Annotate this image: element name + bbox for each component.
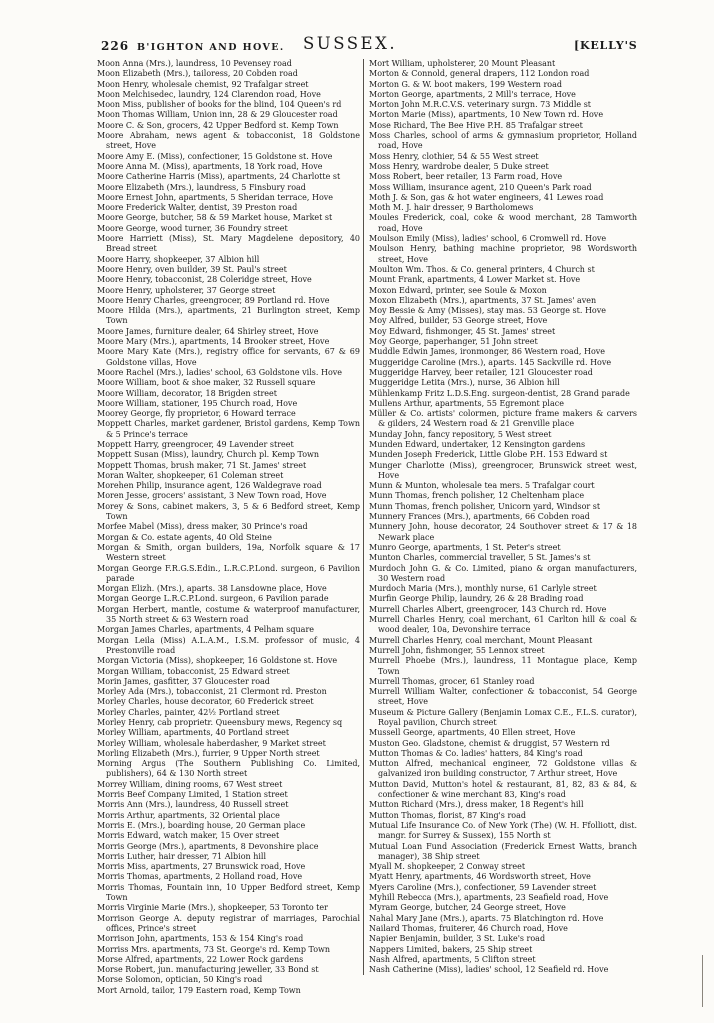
directory-entry: Mutton Thomas, florist, 87 King's road xyxy=(369,810,526,820)
directory-entry: Morton Marie (Miss), apartments, 10 New Town rd. Hove xyxy=(369,110,604,120)
directory-entry: Morey & Sons, cabinet makers, 3, 5 & 6 Bedford street, Kemp Town xyxy=(97,501,360,522)
directory-entry: Mullens Arthur, apartments, 55 Egremont place xyxy=(369,398,564,408)
directory-entry: Moulson Henry, bathing machine proprietor, 98 Wordsworth street, Hove xyxy=(369,244,637,264)
directory-entry: Moxon Edward, printer, see Soule & Moxon xyxy=(369,285,547,295)
directory-entry: Moore James, furniture dealer, 64 Shirley street, Hove xyxy=(97,326,319,336)
directory-columns xyxy=(97,59,637,996)
directory-entry: Munden Edward, undertaker, 12 Kensington gardens xyxy=(369,439,586,449)
directory-entry: Morley Ada (Mrs.), tobacconist, 21 Clermont rd. Preston xyxy=(97,687,327,697)
directory-entry: Moore C. & Son, grocers, 42 Upper Bedford st. Kemp Town xyxy=(97,120,339,130)
directory-entry: Morgan & Co. estate agents, 40 Old Steine xyxy=(97,532,272,542)
directory-entry: Napier Benjamin, builder, 3 St. Luke's road xyxy=(369,934,546,944)
directory-entry: Morgan James Charles, apartments, 4 Pelham square xyxy=(97,625,314,635)
directory-entry: Moppett Thomas, brush maker, 71 St. James' street xyxy=(97,460,307,470)
directory-entry: Morris Edward, watch maker, 15 Over street xyxy=(97,831,280,841)
directory-entry: Moss William, insurance agent, 210 Queen's Park road xyxy=(369,182,592,192)
directory-entry: Mose Richard, The Bee Hive P.H. 85 Trafalgar street xyxy=(369,120,583,130)
directory-entry: Moren Jesse, grocers' assistant, 3 New Town road, Hove xyxy=(97,491,327,501)
directory-entry: Morton G. & W. boot makers, 199 Western road xyxy=(369,79,563,89)
directory-entry: Morgan Victoria (Miss), shopkeeper, 16 Goldstone st. Hove xyxy=(97,656,338,666)
directory-entry: Mutual Life Insurance Co. of New York (The) (W. H. Ffolliott, dist. mangr. for Surrey & Sussex), 155 North st xyxy=(369,820,637,841)
directory-entry: Moppett Charles, market gardener, Bristol gardens, Kemp Town & 5 Prince's terrace xyxy=(97,419,360,439)
directory-entry: Moore Ernest John, apartments, 5 Sheridan terrace, Hove xyxy=(97,192,334,202)
directory-entry: Moss Henry, clothier, 54 & 55 West street xyxy=(369,151,539,161)
directory-entry: Mutton David, Mutton's hotel & restaurant, 81, 82, 83 & 84, & confectioner & wine merchant 83, King's road xyxy=(369,779,637,800)
directory-entry: Museum & Picture Gallery (Benjamin Lomax C.E., F.L.S. curator), Royal pavilion, Church street xyxy=(369,707,637,727)
directory-entry: Müller & Co. artists' colormen, picture frame makers & carvers & gilders, 24 Western road & 21 Grenville place xyxy=(369,409,637,429)
directory-entry: Morley Charles, house decorator, 60 Frederick street xyxy=(97,697,314,707)
directory-entry: Moon Henry, wholesale chemist, 92 Trafalgar street xyxy=(97,79,309,89)
directory-entry: Muggeridge Letita (Mrs.), nurse, 36 Albion hill xyxy=(369,378,560,388)
directory-entry: Moore William, stationer, 195 Church road, Hove xyxy=(97,398,298,408)
directory-entry: Moore Henry, tobacconist, 28 Coleridge street, Hove xyxy=(97,275,312,285)
directory-entry: Morin James, gasfitter, 37 Gloucester road xyxy=(97,676,270,686)
directory-entry: Morris Arthur, apartments, 32 Oriental place xyxy=(97,810,280,820)
directory-entry: Morley Henry, cab proprietr. Queensbury mews, Regency sq xyxy=(97,718,343,727)
directory-entry: Munn Thomas, french polisher, 12 Cheltenham place xyxy=(369,491,585,501)
directory-entry: Mutual Loan Fund Association (Frederick Ernest Watts, branch manager), 38 Ship street xyxy=(369,841,637,861)
directory-entry: Morris E. (Mrs.), boarding house, 20 German place xyxy=(97,820,306,830)
directory-entry: Moore Catherine Harris (Miss), apartments, 24 Charlotte st xyxy=(97,172,341,182)
directory-entry: Murdoch Maria (Mrs.), monthly nurse, 61 Carlyle street xyxy=(369,584,597,594)
directory-entry: Morton & Connold, general drapers, 112 London road xyxy=(369,69,590,79)
directory-entry: Moppett Harry, greengrocer, 49 Lavender street xyxy=(97,439,294,449)
directory-entry: Moth M. J. hair dresser, 9 Bartholomews xyxy=(369,203,534,213)
directory-entry: Myers Caroline (Mrs.), confectioner, 59 Lavender street xyxy=(369,882,597,892)
directory-entry: Moulson Emily (Miss), ladies' school, 6 Cromwell rd. Hove xyxy=(369,234,607,244)
directory-entry: Nailard Thomas, fruiterer, 46 Church road, Hove xyxy=(369,923,568,933)
directory-entry: Mort William, upholsterer, 20 Mount Pleasant xyxy=(369,59,556,68)
directory-entry: Mussell George, apartments, 40 Ellen street, Hove xyxy=(369,728,576,738)
directory-entry: Moon Thomas William, Union inn, 28 & 29 Gloucester road xyxy=(97,110,338,120)
directory-entry: Morley William, apartments, 40 Portland street xyxy=(97,728,290,738)
directory-entry: Moy Alfred, builder, 53 George street, Hove xyxy=(369,316,548,326)
directory-entry: Morfee Mabel (Miss), dress maker, 30 Prince's road xyxy=(97,522,308,532)
directory-entry: Moss Robert, beer retailer, 13 Farm road, Hove xyxy=(369,172,563,182)
directory-entry: Morrey William, dining rooms, 67 West street xyxy=(97,779,283,789)
directory-entry: Moore William, decorator, 18 Brigden street xyxy=(97,388,277,398)
directory-entry: Muston Geo. Gladstone, chemist & druggist, 57 Western rd xyxy=(369,738,610,748)
directory-entry: Moore George, wood turner, 36 Foundry street xyxy=(97,223,288,233)
directory-entry: Munnery Frances (Mrs.), apartments, 66 Cobden road xyxy=(369,512,590,522)
directory-entry: Moore Henry, oven builder, 39 St. Paul's street xyxy=(97,264,287,274)
directory-entry: Murrell Charles Albert, greengrocer, 143 Church rd. Hove xyxy=(369,604,607,614)
directory-entry: Moore Mary (Mrs.), apartments, 14 Brooker street, Hove xyxy=(97,337,330,347)
directory-entry: Morley William, wholesale haberdasher, 9 Market street xyxy=(97,738,326,748)
directory-entry: Moore Henry Charles, greengrocer, 89 Portland rd. Hove xyxy=(97,295,330,305)
directory-entry: Moore Elizabeth (Mrs.), laundress, 5 Finsbury road xyxy=(97,182,306,192)
directory-entry: Mutton Alfred, mechanical engineer, 72 Goldstone villas & galvanized iron building constructor, 7 Arthur street, Hove xyxy=(369,759,637,779)
directory-entry: Moth J. & Son, gas & hot water engineers, 41 Lewes road xyxy=(369,192,604,202)
directory-entry: Nahal Mary Jane (Mrs.), aparts. 75 Blatchington rd. Hove xyxy=(369,913,604,923)
directory-entry: Murrell Thomas, grocer, 61 Stanley road xyxy=(369,676,535,686)
directory-entry: Moulton Wm. Thos. & Co. general printers, 4 Church st xyxy=(369,264,595,274)
directory-entry: Moss Henry, wardrobe dealer, 5 Duke street xyxy=(369,161,549,171)
directory-entry: Morrison John, apartments, 153 & 154 King's road xyxy=(97,934,304,944)
directory-entry: Mort Arnold, tailor, 179 Eastern road, Kemp Town xyxy=(97,985,301,995)
directory-entry: Morton John M.R.C.V.S. veterinary surgn. 73 Middle st xyxy=(369,100,592,110)
directory-entry: Nash Catherine (Miss), ladies' school, 12 Seafield rd. Hove xyxy=(369,965,609,975)
directory-entry: Moules Frederick, coal, coke & wood merchant, 28 Tamworth road, Hove xyxy=(369,213,637,233)
running-title: B'IGHTON AND HOVE. xyxy=(137,42,285,53)
directory-entry: Munnery John, house decorator, 24 Southover street & 17 & 18 Newark place xyxy=(369,522,637,542)
directory-entry: Moore Abraham, news agent & tobacconist, 18 Goldstone street, Hove xyxy=(97,131,360,151)
directory-entry: Murrell Phoebe (Mrs.), laundress, 11 Montague place, Kemp Town xyxy=(369,656,637,676)
directory-entry: Moore Rachel (Mrs.), ladies' school, 63 Goldstone vils. Hove xyxy=(97,367,343,377)
directory-entry: Morris Thomas, apartments, 2 Holland road, Hove xyxy=(97,872,303,882)
directory-entry: Nappers Limited, bakers, 25 Ship street xyxy=(369,944,533,954)
directory-entry: Morgan Elizh. (Mrs.), aparts. 38 Lansdowne place, Hove xyxy=(97,584,327,594)
directory-entry: Murfin George Philip, laundry, 26 & 28 Brading road xyxy=(369,594,584,604)
page-number: 226 xyxy=(101,39,130,53)
directory-entry: Morse Robert, jun. manufacturing jeweller, 33 Bond st xyxy=(97,965,319,975)
directory-entry: Morse Alfred, apartments, 22 Lower Rock gardens xyxy=(97,954,304,964)
directory-entry: Mount Frank, apartments, 4 Lower Market st. Hove xyxy=(369,275,581,285)
directory-entry: Muddle Edwin James, ironmonger, 86 Western road, Hove xyxy=(369,347,606,357)
directory-entry: Morris Thomas, Fountain inn, 10 Upper Bedford street, Kemp Town xyxy=(97,882,360,903)
directory-entry: Murrell William Walter, confectioner & tobacconist, 54 George street, Hove xyxy=(369,687,637,707)
directory-entry: Morgan Herbert, mantle, costume & waterproof manufacturer, 35 North street & 63 Western road xyxy=(97,604,360,625)
directory-entry: Moss Charles, school of arms & gymnasium proprietor, Holland road, Hove xyxy=(369,131,637,151)
directory-entry: Morris Beef Company Limited, 1 Station street xyxy=(97,790,288,800)
directory-entry: Morling Elizabeth (Mrs.), furrier, 9 Upper North street xyxy=(97,748,320,758)
directory-entry: Moon Melchisedec, laundry, 124 Clarendon road, Hove xyxy=(97,89,321,99)
directory-entry: Moore Anna M. (Miss), apartments, 18 York road, Hove xyxy=(97,161,323,171)
directory-entry: Morley Charles, painter, 42½ Portland street xyxy=(97,707,280,717)
directory-entry: Mutton Richard (Mrs.), dress maker, 18 Regent's hill xyxy=(369,800,584,810)
directory-entry: Murrell Charles Henry, coal merchant, Mount Pleasant xyxy=(369,635,593,645)
directory-entry: Moore William, boot & shoe maker, 32 Russell square xyxy=(97,378,316,388)
directory-entry: Morning Argus (The Southern Publishing Co. Limited, publishers), 64 & 130 North street xyxy=(97,759,360,779)
directory-entry: Moon Elizabeth (Mrs.), tailoress, 20 Cobden road xyxy=(97,69,298,79)
directory-entry: Moore Frederick Walter, dentist, 39 Preston road xyxy=(97,203,298,213)
directory-entry: Moore Hilda (Mrs.), apartments, 21 Burlington street, Kemp Town xyxy=(97,306,360,326)
directory-entry: Moon Anna (Mrs.), laundress, 10 Pevensey road xyxy=(97,59,292,68)
directory-name: [KELLY'S xyxy=(574,39,638,52)
directory-entry: Moxon Elizabeth (Mrs.), apartments, 37 St. James' aven xyxy=(369,295,597,305)
directory-entry: Morris Ann (Mrs.), laundress, 40 Russell street xyxy=(97,800,289,810)
county-title: SUSSEX. xyxy=(303,34,398,53)
directory-entry: Morrison George A. deputy registrar of marriages, Parochial offices, Prince's street xyxy=(97,913,360,933)
directory-entry: Myatt Henry, apartments, 46 Wordsworth street, Hove xyxy=(369,872,591,882)
directory-entry: Morgan William, tobacconist, 25 Edward street xyxy=(97,666,290,676)
directory-entry: Myram George, butcher, 24 George street, Hove xyxy=(369,903,566,913)
directory-entry: Morgan & Smith, organ builders, 19a, Norfolk square & 17 Western street xyxy=(97,542,360,563)
directory-entry: Murrell John, fishmonger, 55 Lennox street xyxy=(369,645,545,655)
directory-entry: Moore Harriett (Miss), St. Mary Magdelene depository, 40 Bread street xyxy=(97,234,360,254)
directory-entry: Morgan George F.R.G.S.Edin., L.R.C.P.Lond. surgeon, 6 Pavilion parade xyxy=(97,563,360,583)
directory-entry: Munn & Munton, wholesale tea mers. 5 Trafalgar court xyxy=(369,481,595,491)
directory-entry: Mutton Thomas & Co. ladies' hatters, 84 King's road xyxy=(369,748,583,758)
directory-entry: Moran Walter, shopkeeper, 61 Coleman street xyxy=(97,470,284,480)
directory-entry: Morehen Philip, insurance agent, 126 Waldegrave road xyxy=(97,481,322,491)
directory-entry: Morse Solomon, optician, 50 King's road xyxy=(97,975,263,985)
directory-entry: Moy Bessie & Amy (Misses), stay mas. 53 George st. Hove xyxy=(369,306,606,316)
directory-entry: Munro George, apartments, 1 St. Peter's street xyxy=(369,542,561,552)
directory-entry: Morris Miss, apartments, 27 Brunswick road, Hove xyxy=(97,862,306,872)
directory-entry: Morris Virginie Marie (Mrs.), shopkeeper, 53 Toronto ter xyxy=(97,903,328,913)
directory-entry: Morgan Leila (Miss) A.L.A.M., I.S.M. professor of music, 4 Prestonville road xyxy=(97,635,360,655)
directory-entry: Moore Harry, shopkeeper, 37 Albion hill xyxy=(97,254,260,264)
directory-entry: Munger Charlotte (Miss), greengrocer, Brunswick street west, Hove xyxy=(369,460,637,480)
directory-entry: Myall M. shopkeeper, 2 Conway street xyxy=(369,862,526,872)
directory-entry: Morton George, apartments, 2 Mill's terrace, Hove xyxy=(369,89,576,99)
directory-entry: Nash Alfred, apartments, 5 Clifton street xyxy=(369,954,536,964)
directory-entry: Munday John, fancy repository, 5 West street xyxy=(369,429,552,439)
directory-entry: Moy Edward, fishmonger, 45 St. James' street xyxy=(369,326,556,336)
directory-entry: Myhill Rebecca (Mrs.), apartments, 23 Seafield road, Hove xyxy=(369,893,609,903)
directory-entry: Mühlenkamp Fritz L.D.S.Eng. surgeon-dentist, 28 Grand parade xyxy=(369,388,630,398)
directory-entry: Muggeridge Harvey, beer retailer, 121 Gloucester road xyxy=(369,367,593,377)
directory-entry: Moy George, paperhanger, 51 John street xyxy=(369,337,538,347)
directory-entry: Munn Thomas, french polisher, Unicorn yard, Windsor st xyxy=(369,501,601,511)
directory-entry: Munton Charles, commercial traveller, 5 St. James's st xyxy=(369,553,591,563)
directory-entry: Moon Miss, publisher of books for the blind, 104 Queen's rd xyxy=(97,100,342,110)
directory-entry: Murdoch John G. & Co. Limited, piano & organ manufacturers, 30 Western road xyxy=(369,563,637,583)
scan-artifact-line xyxy=(702,955,703,1007)
right-column xyxy=(363,59,637,975)
directory-entry: Morris George (Mrs.), apartments, 8 Devonshire place xyxy=(97,841,319,851)
directory-entry: Moorey George, fly proprietor, 6 Howard terrace xyxy=(97,409,296,419)
directory-entry: Moore George, butcher, 58 & 59 Market house, Market st xyxy=(97,213,333,223)
directory-entry: Munden Joseph Frederick, Little Globe P.H. 153 Edward st xyxy=(369,450,608,460)
directory-entry: Moppett Susan (Miss), laundry, Church pl. Kemp Town xyxy=(97,450,320,460)
directory-entry: Morriss Mrs. apartments, 73 St. George's rd. Kemp Town xyxy=(97,944,331,954)
directory-entry: Murrell Charles Henry, coal merchant, 61 Carlton hill & coal & wood dealer, 10a, Devonshire terrace xyxy=(369,615,637,635)
directory-entry: Morris Luther, hair dresser, 71 Albion hill xyxy=(97,851,267,861)
left-column xyxy=(97,59,360,996)
directory-entry: Moore Amy E. (Miss), confectioner, 15 Goldstone st. Hove xyxy=(97,151,333,161)
directory-entry: Moore Mary Kate (Mrs.), registry office for servants, 67 & 69 Goldstone villas, Hove xyxy=(97,347,360,367)
directory-entry: Moore Henry, upholsterer, 37 George street xyxy=(97,285,276,295)
directory-entry: Muggeridge Caroline (Mrs.), aparts. 145 Sackville rd. Hove xyxy=(369,357,612,367)
directory-entry: Morgan George L.R.C.P.Lond. surgeon, 6 Pavilion parade xyxy=(97,594,329,604)
